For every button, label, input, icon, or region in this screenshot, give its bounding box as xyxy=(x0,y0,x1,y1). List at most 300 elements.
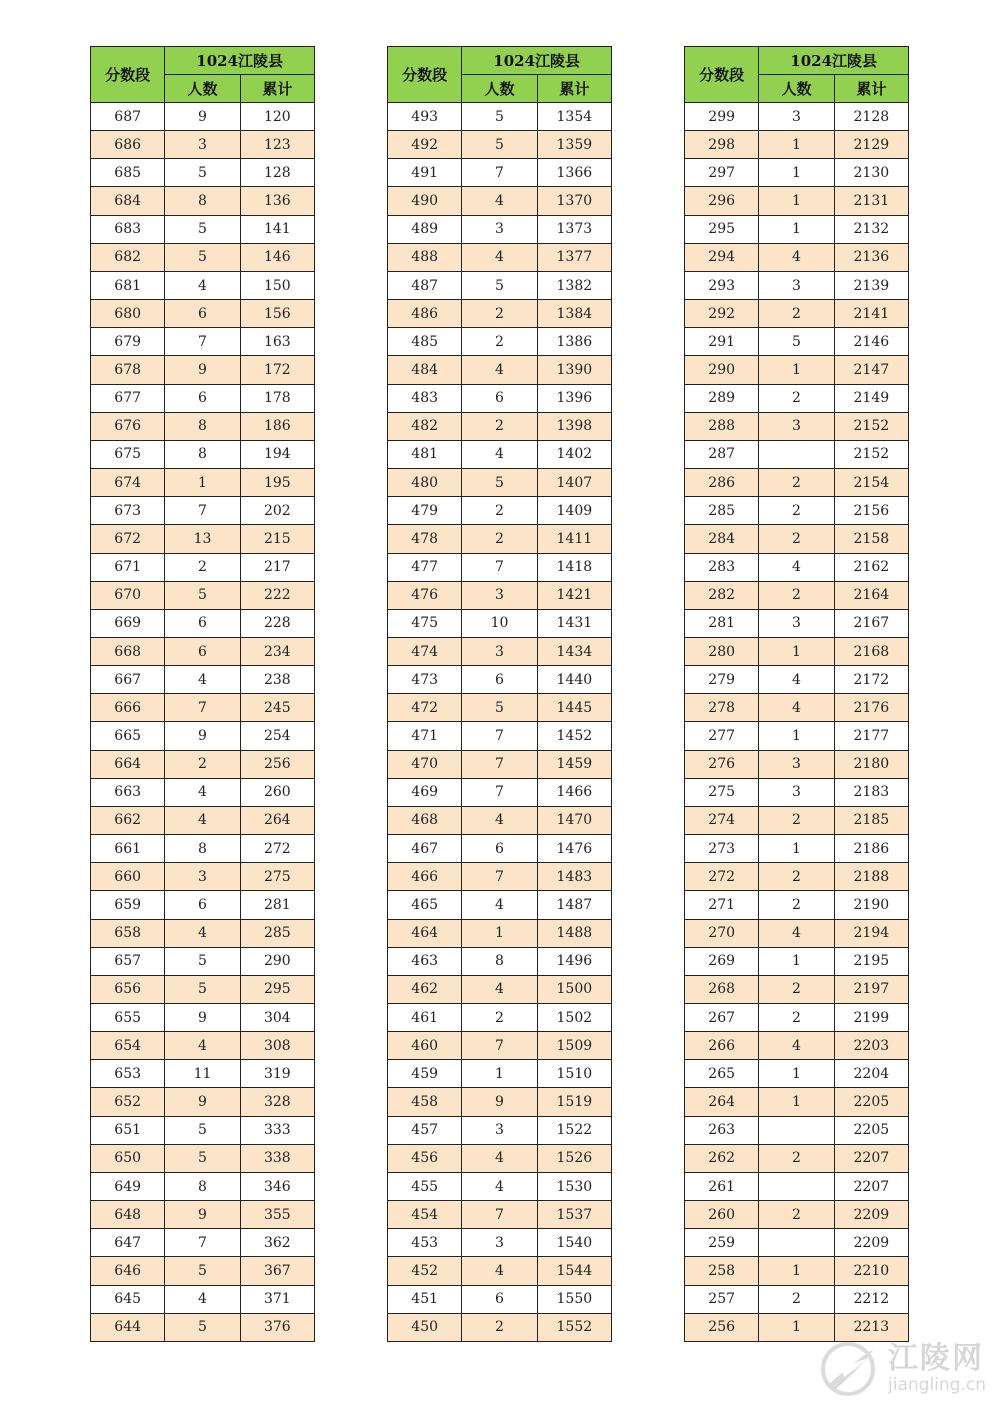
table-row xyxy=(685,806,909,834)
cell-count: 5 xyxy=(462,694,537,722)
cell-score: 263 xyxy=(685,1116,759,1144)
table-row xyxy=(91,1313,315,1341)
cell-cumulative: 1452 xyxy=(537,722,611,750)
table-row xyxy=(685,384,909,412)
cell-score: 488 xyxy=(388,243,462,271)
cell-count: 3 xyxy=(759,271,834,299)
table-row xyxy=(91,497,315,525)
cell-count: 5 xyxy=(165,1116,240,1144)
cell-cumulative: 215 xyxy=(240,525,314,553)
cell-count: 4 xyxy=(462,806,537,834)
cell-count: 6 xyxy=(165,891,240,919)
header-score: 分数段 xyxy=(91,47,165,103)
table-row xyxy=(91,581,315,609)
cell-score: 462 xyxy=(388,975,462,1003)
cell-cumulative: 245 xyxy=(240,694,314,722)
cell-cumulative: 319 xyxy=(240,1060,314,1088)
cell-score: 293 xyxy=(685,271,759,299)
cell-score: 485 xyxy=(388,328,462,356)
cell-score: 650 xyxy=(91,1144,165,1172)
table-row xyxy=(685,328,909,356)
cell-score: 451 xyxy=(388,1285,462,1313)
cell-count: 2 xyxy=(759,806,834,834)
cell-count: 7 xyxy=(462,722,537,750)
cell-cumulative: 2172 xyxy=(834,666,908,694)
cell-cumulative: 2205 xyxy=(834,1088,908,1116)
cell-count: 1 xyxy=(759,1313,834,1341)
cell-cumulative: 1386 xyxy=(537,328,611,356)
cell-cumulative: 264 xyxy=(240,806,314,834)
cell-score: 492 xyxy=(388,131,462,159)
cell-count: 2 xyxy=(759,581,834,609)
cell-cumulative: 1398 xyxy=(537,412,611,440)
cell-count: 6 xyxy=(462,384,537,412)
cell-score: 482 xyxy=(388,412,462,440)
cell-count: 2 xyxy=(759,1201,834,1229)
cell-count: 5 xyxy=(165,243,240,271)
cell-count: 6 xyxy=(462,1285,537,1313)
cell-cumulative: 1431 xyxy=(537,609,611,637)
cell-count: 1 xyxy=(759,637,834,665)
cell-cumulative: 2209 xyxy=(834,1229,908,1257)
cell-cumulative: 1373 xyxy=(537,215,611,243)
table-row xyxy=(685,553,909,581)
cell-count: 3 xyxy=(165,863,240,891)
table-row xyxy=(388,215,612,243)
cell-score: 270 xyxy=(685,919,759,947)
table-row xyxy=(685,271,909,299)
cell-cumulative: 367 xyxy=(240,1257,314,1285)
cell-cumulative: 1470 xyxy=(537,806,611,834)
cell-score: 269 xyxy=(685,947,759,975)
cell-cumulative: 254 xyxy=(240,722,314,750)
cell-count: 3 xyxy=(462,1116,537,1144)
cell-count: 4 xyxy=(759,694,834,722)
cell-count: 7 xyxy=(165,497,240,525)
cell-score: 491 xyxy=(388,159,462,187)
cell-score: 478 xyxy=(388,525,462,553)
table-row xyxy=(685,778,909,806)
cell-cumulative: 1476 xyxy=(537,835,611,863)
cell-count: 9 xyxy=(165,356,240,384)
cell-count: 1 xyxy=(759,1257,834,1285)
header-count: 人数 xyxy=(165,75,240,103)
table-row xyxy=(685,947,909,975)
cell-cumulative: 2185 xyxy=(834,806,908,834)
table-row xyxy=(685,356,909,384)
cell-score: 646 xyxy=(91,1257,165,1285)
cell-count: 4 xyxy=(165,778,240,806)
cell-score: 490 xyxy=(388,187,462,215)
table-row xyxy=(91,243,315,271)
cell-score: 276 xyxy=(685,750,759,778)
header-region: 1024江陵县 xyxy=(759,47,909,75)
cell-cumulative: 2128 xyxy=(834,103,908,131)
table-row xyxy=(685,1144,909,1172)
cell-count: 2 xyxy=(759,1004,834,1032)
table-row xyxy=(388,1257,612,1285)
cell-score: 467 xyxy=(388,835,462,863)
cell-cumulative: 328 xyxy=(240,1088,314,1116)
cell-cumulative: 178 xyxy=(240,384,314,412)
cell-count: 4 xyxy=(462,1257,537,1285)
cell-score: 483 xyxy=(388,384,462,412)
cell-cumulative: 2131 xyxy=(834,187,908,215)
cell-cumulative: 1526 xyxy=(537,1144,611,1172)
table-row xyxy=(685,159,909,187)
cell-cumulative: 2183 xyxy=(834,778,908,806)
cell-count: 5 xyxy=(165,581,240,609)
cell-cumulative: 1411 xyxy=(537,525,611,553)
table-row xyxy=(388,947,612,975)
cell-cumulative: 156 xyxy=(240,300,314,328)
table-row xyxy=(91,1285,315,1313)
cell-count: 7 xyxy=(462,750,537,778)
cell-count: 1 xyxy=(759,1060,834,1088)
cell-score: 285 xyxy=(685,497,759,525)
table-row xyxy=(91,103,315,131)
cell-cumulative: 1530 xyxy=(537,1172,611,1200)
cell-score: 256 xyxy=(685,1313,759,1341)
cell-cumulative: 2195 xyxy=(834,947,908,975)
table-row xyxy=(91,835,315,863)
table-row xyxy=(388,1004,612,1032)
cell-cumulative: 2164 xyxy=(834,581,908,609)
table-row xyxy=(685,1032,909,1060)
table-row xyxy=(388,581,612,609)
cell-count: 4 xyxy=(759,243,834,271)
cell-count: 4 xyxy=(165,806,240,834)
cell-score: 257 xyxy=(685,1285,759,1313)
cell-score: 469 xyxy=(388,778,462,806)
cell-count: 3 xyxy=(759,103,834,131)
cell-count: 1 xyxy=(165,469,240,497)
cell-score: 686 xyxy=(91,131,165,159)
cell-cumulative: 2203 xyxy=(834,1032,908,1060)
cell-cumulative: 1418 xyxy=(537,553,611,581)
table-row xyxy=(685,525,909,553)
table-row xyxy=(685,609,909,637)
cell-count: 3 xyxy=(759,609,834,637)
table-row xyxy=(91,637,315,665)
score-table-2 xyxy=(387,46,612,1342)
table-row xyxy=(91,722,315,750)
cell-score: 685 xyxy=(91,159,165,187)
cell-count: 5 xyxy=(165,947,240,975)
table-row xyxy=(388,1116,612,1144)
cell-score: 479 xyxy=(388,497,462,525)
table-row xyxy=(388,919,612,947)
cell-cumulative: 2154 xyxy=(834,469,908,497)
cell-count: 2 xyxy=(165,750,240,778)
cell-count: 4 xyxy=(462,891,537,919)
cell-count: 9 xyxy=(165,103,240,131)
cell-cumulative: 128 xyxy=(240,159,314,187)
cell-cumulative: 234 xyxy=(240,637,314,665)
cell-cumulative: 272 xyxy=(240,835,314,863)
cell-count: 2 xyxy=(759,863,834,891)
table-row xyxy=(388,271,612,299)
cell-score: 674 xyxy=(91,469,165,497)
cell-count: 7 xyxy=(462,553,537,581)
cell-cumulative: 202 xyxy=(240,497,314,525)
cell-count: 1 xyxy=(462,919,537,947)
cell-count: 9 xyxy=(165,1088,240,1116)
cell-count: 3 xyxy=(462,637,537,665)
table-row xyxy=(685,1116,909,1144)
cell-score: 468 xyxy=(388,806,462,834)
cell-count: 2 xyxy=(462,300,537,328)
cell-score: 275 xyxy=(685,778,759,806)
cell-score: 287 xyxy=(685,440,759,468)
cell-count: 4 xyxy=(165,919,240,947)
cell-count: 5 xyxy=(165,1313,240,1341)
cell-cumulative: 1522 xyxy=(537,1116,611,1144)
table-row xyxy=(388,835,612,863)
cell-count: 1 xyxy=(759,215,834,243)
cell-cumulative: 186 xyxy=(240,412,314,440)
cell-score: 653 xyxy=(91,1060,165,1088)
cell-cumulative: 222 xyxy=(240,581,314,609)
cell-score: 259 xyxy=(685,1229,759,1257)
cell-score: 278 xyxy=(685,694,759,722)
cell-count: 4 xyxy=(462,975,537,1003)
cell-count: 4 xyxy=(462,1144,537,1172)
table-row xyxy=(388,1313,612,1341)
table-row xyxy=(91,412,315,440)
cell-cumulative: 1537 xyxy=(537,1201,611,1229)
site-watermark xyxy=(818,1341,986,1397)
cell-score: 452 xyxy=(388,1257,462,1285)
cell-score: 661 xyxy=(91,835,165,863)
cell-score: 663 xyxy=(91,778,165,806)
cell-cumulative: 1459 xyxy=(537,750,611,778)
cell-cumulative: 1483 xyxy=(537,863,611,891)
table-row xyxy=(91,1032,315,1060)
cell-score: 474 xyxy=(388,637,462,665)
table-row xyxy=(685,300,909,328)
cell-count: 3 xyxy=(759,750,834,778)
cell-score: 675 xyxy=(91,440,165,468)
cell-count xyxy=(759,440,834,468)
table-row xyxy=(685,919,909,947)
cell-cumulative: 2186 xyxy=(834,835,908,863)
table-row xyxy=(685,891,909,919)
table-row xyxy=(388,440,612,468)
cell-score: 450 xyxy=(388,1313,462,1341)
cell-cumulative: 1466 xyxy=(537,778,611,806)
cell-count: 1 xyxy=(462,1060,537,1088)
cell-count: 6 xyxy=(462,835,537,863)
cell-count: 2 xyxy=(759,497,834,525)
cell-cumulative: 1496 xyxy=(537,947,611,975)
cell-score: 493 xyxy=(388,103,462,131)
cell-count: 2 xyxy=(759,525,834,553)
cell-count: 2 xyxy=(759,300,834,328)
cell-cumulative: 141 xyxy=(240,215,314,243)
table-row xyxy=(388,131,612,159)
cell-score: 289 xyxy=(685,384,759,412)
cell-cumulative: 163 xyxy=(240,328,314,356)
site-logo-icon xyxy=(818,1341,882,1397)
cell-score: 682 xyxy=(91,243,165,271)
cell-count: 2 xyxy=(462,328,537,356)
cell-score: 271 xyxy=(685,891,759,919)
cell-score: 461 xyxy=(388,1004,462,1032)
cell-count: 1 xyxy=(759,1088,834,1116)
table-row xyxy=(685,440,909,468)
table-row xyxy=(91,469,315,497)
cell-score: 294 xyxy=(685,243,759,271)
table-row xyxy=(685,750,909,778)
header-region: 1024江陵县 xyxy=(462,47,612,75)
header-cumulative: 累计 xyxy=(240,75,314,103)
cell-score: 672 xyxy=(91,525,165,553)
table-row xyxy=(388,1088,612,1116)
cell-cumulative: 1509 xyxy=(537,1032,611,1060)
table-row xyxy=(91,159,315,187)
cell-score: 459 xyxy=(388,1060,462,1088)
cell-count: 8 xyxy=(165,440,240,468)
table-row xyxy=(91,300,315,328)
cell-score: 286 xyxy=(685,469,759,497)
cell-score: 481 xyxy=(388,440,462,468)
cell-score: 658 xyxy=(91,919,165,947)
cell-count: 7 xyxy=(165,328,240,356)
cell-cumulative: 2207 xyxy=(834,1144,908,1172)
table-row xyxy=(91,131,315,159)
cell-score: 687 xyxy=(91,103,165,131)
cell-score: 669 xyxy=(91,609,165,637)
table-row xyxy=(388,975,612,1003)
cell-count: 4 xyxy=(759,919,834,947)
cell-cumulative: 2129 xyxy=(834,131,908,159)
cell-score: 665 xyxy=(91,722,165,750)
header-score: 分数段 xyxy=(388,47,462,103)
header-cumulative: 累计 xyxy=(537,75,611,103)
cell-cumulative: 195 xyxy=(240,469,314,497)
table-row xyxy=(388,243,612,271)
cell-score: 298 xyxy=(685,131,759,159)
cell-score: 283 xyxy=(685,553,759,581)
cell-score: 274 xyxy=(685,806,759,834)
cell-count xyxy=(759,1229,834,1257)
cell-score: 659 xyxy=(91,891,165,919)
cell-cumulative: 2188 xyxy=(834,863,908,891)
cell-score: 265 xyxy=(685,1060,759,1088)
header-count: 人数 xyxy=(462,75,537,103)
table-row xyxy=(388,694,612,722)
cell-score: 464 xyxy=(388,919,462,947)
cell-cumulative: 1550 xyxy=(537,1285,611,1313)
table-row xyxy=(91,1257,315,1285)
table-row xyxy=(91,947,315,975)
cell-score: 281 xyxy=(685,609,759,637)
cell-score: 268 xyxy=(685,975,759,1003)
cell-cumulative: 2177 xyxy=(834,722,908,750)
header-region: 1024江陵县 xyxy=(165,47,315,75)
header-count: 人数 xyxy=(759,75,834,103)
table-row xyxy=(388,778,612,806)
cell-cumulative: 371 xyxy=(240,1285,314,1313)
table-row xyxy=(388,356,612,384)
cell-cumulative: 1440 xyxy=(537,666,611,694)
table-row xyxy=(685,722,909,750)
table-row xyxy=(388,469,612,497)
cell-count: 9 xyxy=(165,1201,240,1229)
cell-cumulative: 1409 xyxy=(537,497,611,525)
cell-count: 3 xyxy=(462,581,537,609)
cell-cumulative: 2152 xyxy=(834,412,908,440)
cell-score: 489 xyxy=(388,215,462,243)
cell-cumulative: 256 xyxy=(240,750,314,778)
table-row xyxy=(91,328,315,356)
cell-count: 7 xyxy=(462,159,537,187)
cell-count: 1 xyxy=(759,947,834,975)
cell-count: 10 xyxy=(462,609,537,637)
table-row xyxy=(388,159,612,187)
table-row xyxy=(388,609,612,637)
cell-cumulative: 2176 xyxy=(834,694,908,722)
cell-count: 8 xyxy=(165,412,240,440)
cell-cumulative: 150 xyxy=(240,271,314,299)
table-row xyxy=(388,497,612,525)
table-row xyxy=(388,412,612,440)
cell-score: 684 xyxy=(91,187,165,215)
cell-cumulative: 1552 xyxy=(537,1313,611,1341)
cell-cumulative: 2210 xyxy=(834,1257,908,1285)
table-row xyxy=(91,609,315,637)
cell-count: 4 xyxy=(759,553,834,581)
table-row xyxy=(685,835,909,863)
table-row xyxy=(388,384,612,412)
cell-cumulative: 2156 xyxy=(834,497,908,525)
cell-count: 4 xyxy=(462,356,537,384)
table-row xyxy=(685,1285,909,1313)
cell-cumulative: 1421 xyxy=(537,581,611,609)
table-row xyxy=(685,1313,909,1341)
cell-score: 664 xyxy=(91,750,165,778)
score-table-1 xyxy=(90,46,315,1342)
cell-count: 1 xyxy=(759,159,834,187)
table-row xyxy=(685,412,909,440)
cell-cumulative: 2146 xyxy=(834,328,908,356)
cell-score: 683 xyxy=(91,215,165,243)
table-row xyxy=(388,806,612,834)
cell-count: 5 xyxy=(462,131,537,159)
cell-count: 8 xyxy=(165,187,240,215)
cell-count: 7 xyxy=(462,863,537,891)
table-row xyxy=(91,806,315,834)
table-row xyxy=(388,103,612,131)
cell-count: 1 xyxy=(759,356,834,384)
table-row xyxy=(388,187,612,215)
cell-score: 284 xyxy=(685,525,759,553)
table-row xyxy=(685,131,909,159)
cell-cumulative: 2139 xyxy=(834,271,908,299)
cell-score: 472 xyxy=(388,694,462,722)
cell-count: 3 xyxy=(165,131,240,159)
cell-cumulative: 194 xyxy=(240,440,314,468)
cell-count: 6 xyxy=(165,609,240,637)
cell-score: 476 xyxy=(388,581,462,609)
cell-score: 455 xyxy=(388,1172,462,1200)
cell-score: 652 xyxy=(91,1088,165,1116)
cell-count: 2 xyxy=(462,497,537,525)
cell-score: 299 xyxy=(685,103,759,131)
header-cumulative: 累计 xyxy=(834,75,908,103)
cell-count: 9 xyxy=(462,1088,537,1116)
